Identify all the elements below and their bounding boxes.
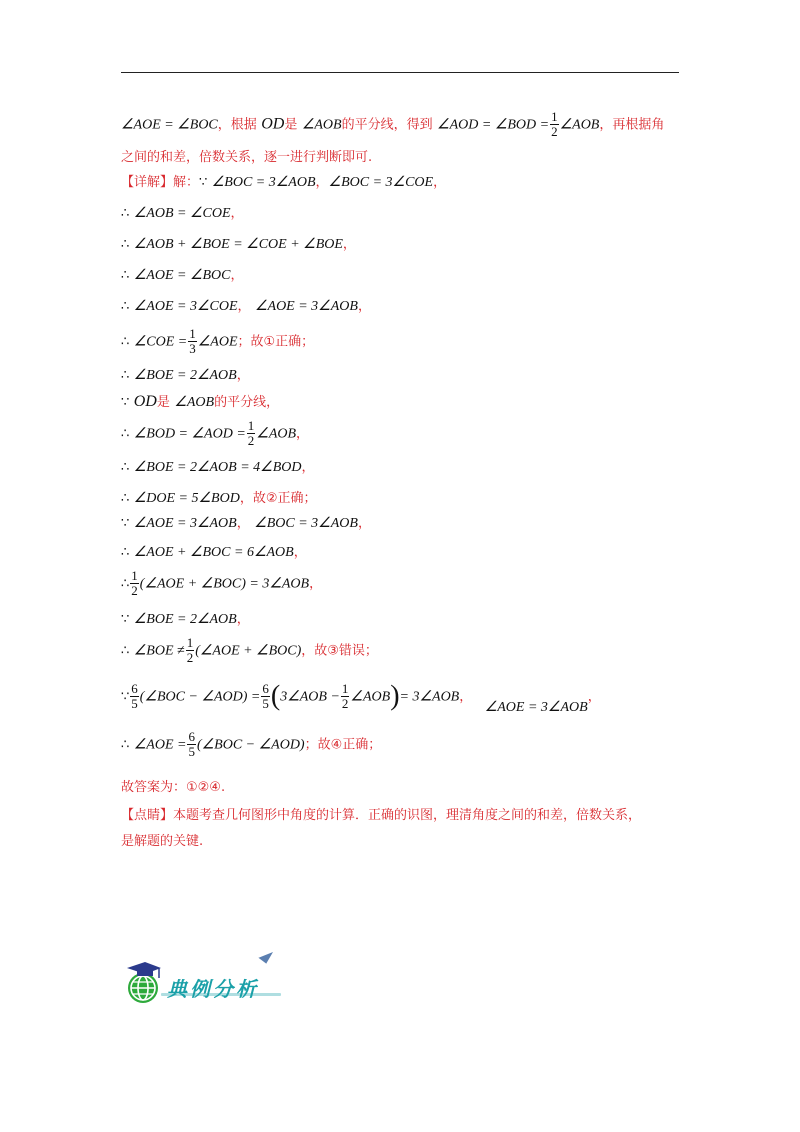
step-boe-neq: ∴ ∠BOE ≠ $\frac{1}{2}$ (∠AOE + ∠BOC)，故③错误； bbox=[121, 635, 378, 665]
paper-plane-icon bbox=[258, 952, 273, 964]
step-boe-2aob: ∴ ∠BOE = 2∠AOB， bbox=[121, 368, 250, 383]
therefore-symbol: ∴ bbox=[121, 237, 130, 252]
step-bod-half: ∴ ∠BOD = ∠AOD = $\frac{1}{2}$ ∠AOB， bbox=[121, 418, 310, 448]
therefore-symbol: ∴ bbox=[121, 545, 130, 560]
header-rule bbox=[121, 72, 679, 73]
therefore-symbol: ∴ bbox=[121, 268, 130, 283]
fraction-six-fifths: $\frac{6}{5}$ bbox=[131, 681, 138, 711]
fraction-six-fifths: $\frac{6}{5}$ bbox=[188, 729, 195, 759]
therefore-symbol: ∴ bbox=[121, 576, 130, 592]
step-aoe-eq-boc: ∴ ∠AOE = ∠BOC， bbox=[121, 268, 244, 283]
fraction-third: $\frac{1}{3}$ bbox=[189, 326, 196, 356]
step-given-3aob: ∵ ∠AOE = 3∠AOB， ∠BOC = 3∠AOB， bbox=[121, 516, 371, 531]
step-boe-4bod: ∴ ∠BOE = 2∠AOB = 4∠BOD， bbox=[121, 460, 315, 475]
therefore-symbol: ∴ bbox=[121, 737, 130, 753]
analysis-line-2: 之间的和差，倍数关系，逐一进行判断即可. bbox=[121, 150, 373, 165]
fraction-six-fifths: $\frac{6}{5}$ bbox=[262, 681, 269, 711]
step-sum-equal: ∴ ∠AOB + ∠BOE = ∠COE + ∠BOE， bbox=[121, 237, 356, 252]
step-six-fifths: ∵ $\frac{6}{5}$ (∠BOC − ∠AOD) = $\frac{6}{5}$ (3∠AOB − $\frac{1}{2}$ ∠AOB)= 3∠AOB， ∠AOE = 3∠AOB， bbox=[121, 680, 601, 715]
because-symbol: ∵ bbox=[121, 516, 130, 531]
logo-text: 典例分析 bbox=[167, 977, 259, 1001]
answer-line: 故答案为：①②④. bbox=[121, 780, 226, 795]
fraction-half: $\frac{1}{2}$ bbox=[131, 568, 138, 598]
because-symbol: ∵ bbox=[121, 612, 130, 627]
fraction-half: $\frac{1}{2}$ bbox=[341, 681, 349, 711]
step-boe-2aob-again: ∵ ∠BOE = 2∠AOB， bbox=[121, 612, 250, 627]
because-symbol: ∵ bbox=[121, 395, 130, 410]
solution-body bbox=[121, 96, 686, 849]
step-od-bisector: ∵ OD是 ∠AOB的平分线， bbox=[121, 393, 280, 410]
fraction-half: $\frac{1}{2}$ bbox=[551, 109, 558, 139]
step-half-sum: ∴ $\frac{1}{2}$ (∠AOE + ∠BOC) = 3∠AOB， bbox=[121, 568, 323, 598]
step-aob-eq-coe: ∴ ∠AOB = ∠COE， bbox=[121, 206, 244, 221]
detail-line-1: 【详解】解：∵ ∠BOC = 3∠AOB，∠BOC = 3∠COE， bbox=[121, 175, 447, 190]
step-aoe-3coe: ∴ ∠AOE = 3∠COE， ∠AOE = 3∠AOB， bbox=[121, 299, 371, 314]
fraction-half: $\frac{1}{2}$ bbox=[247, 418, 255, 448]
therefore-symbol: ∴ bbox=[121, 299, 130, 314]
comment-line-2: 是解题的关键. bbox=[121, 834, 204, 849]
example-analysis-logo bbox=[123, 952, 293, 1012]
therefore-symbol: ∴ bbox=[121, 426, 130, 442]
step-coe-third: ∴ ∠COE = $\frac{1}{3}$ ∠AOE；故①正确； bbox=[121, 326, 315, 356]
therefore-symbol: ∴ bbox=[121, 368, 130, 383]
fraction-half: $\frac{1}{2}$ bbox=[186, 635, 194, 665]
step-doe-5bod: ∴ ∠DOE = 5∠BOD，故②正确； bbox=[121, 491, 317, 506]
therefore-symbol: ∴ bbox=[121, 460, 130, 475]
therefore-symbol: ∴ bbox=[121, 643, 130, 659]
because-symbol: ∵ bbox=[199, 175, 208, 190]
analysis-line-1: ∠AOE = ∠BOC，根据 OD是 ∠AOB的平分线，得到 ∠AOD = ∠BOD = $\frac{1}{2}$ ∠AOB，再根据角 bbox=[121, 109, 665, 139]
step-sum-6aob: ∴ ∠AOE + ∠BOC = 6∠AOB， bbox=[121, 545, 307, 560]
therefore-symbol: ∴ bbox=[121, 206, 130, 221]
step-aoe-six-fifths: ∴ ∠AOE = $\frac{6}{5}$ (∠BOC − ∠AOD)；故④正确； bbox=[121, 729, 382, 759]
because-symbol: ∵ bbox=[121, 689, 130, 705]
therefore-symbol: ∴ bbox=[121, 491, 130, 506]
comment-line-1: 【点睛】本题考查几何图形中角度的计算．正确的识图，理清角度之间的和差，倍数关系， bbox=[121, 808, 642, 823]
therefore-symbol: ∴ bbox=[121, 334, 130, 350]
